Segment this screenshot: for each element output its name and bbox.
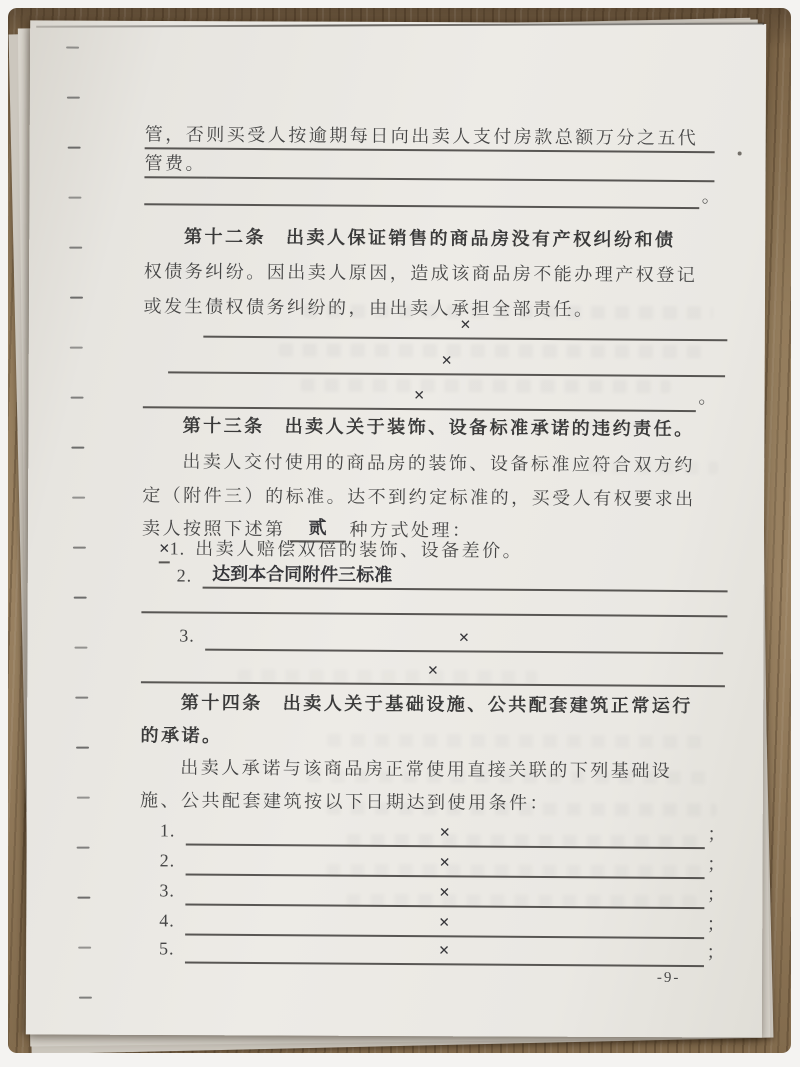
article14-heading-text: 出卖人关于基础设施、公共配套建筑正常运行: [282, 693, 693, 717]
article14-text-2: 出卖人承诺与该商品房正常使用直接关联的下列基础设: [180, 757, 673, 781]
article13-body-line3: [142, 481, 728, 512]
cross-out-mark: ×: [184, 937, 703, 968]
article13-text-4-prefix: 卖人按照下述第: [141, 518, 286, 540]
cross-out-mark: ×: [185, 849, 704, 880]
option1-number: 1.: [169, 538, 186, 559]
article12-heading-text: 出卖人保证销售的商品房没有产权纠纷和债: [285, 227, 676, 250]
item-number: 4.: [159, 910, 175, 931]
blank-underline: [141, 611, 727, 617]
blank-line-with-period: [144, 178, 722, 209]
semicolon: ；: [706, 914, 728, 935]
cross-out-mark: ×: [159, 536, 170, 563]
period: 。: [701, 186, 723, 207]
numbered-blank-line: [159, 906, 727, 937]
crossed-blank-line: [168, 344, 725, 375]
article12-body-line2: [144, 257, 726, 288]
semicolon: ；: [706, 884, 728, 905]
crossed-blank-line: [141, 654, 725, 685]
article14-body-line2: [180, 754, 726, 785]
numbered-blank-line: [159, 876, 727, 907]
cross-out-mark: ×: [185, 819, 704, 850]
cross-out-mark: ×: [143, 381, 696, 412]
article13-text-4-suffix: 种方式处理：: [349, 519, 473, 541]
item-number: 5.: [158, 938, 175, 959]
page-number: -9-: [656, 969, 681, 986]
article13-number: 第十三条: [182, 415, 265, 437]
handwritten-option2-answer: 达到本合同附件三标准: [202, 562, 728, 593]
article14-heading: [181, 689, 733, 720]
article12-heading: [184, 223, 726, 254]
article13-body-line2: [182, 448, 728, 479]
carryover-text-1: 管，否则买受人按逾期每日向出卖人支付房款总额万分之五代: [144, 124, 699, 149]
blank-underline: [144, 203, 699, 209]
cross-out-mark: ×: [185, 909, 704, 940]
option2-number: 2.: [176, 565, 193, 586]
crossed-blank-line: [203, 309, 727, 340]
article14-heading-line2: [140, 721, 726, 752]
article12-text-2: 权债务纠纷。因出卖人原因，造成该商品房不能办理产权登记: [143, 261, 698, 286]
carryover-line-2: [144, 151, 714, 182]
numbered-blank-line: [160, 816, 728, 847]
option3-number: 3.: [179, 625, 195, 646]
semicolon: ；: [707, 854, 728, 875]
article13-text-2: 出卖人交付使用的商品房的装饰、设备标准应符合双方约: [182, 451, 696, 476]
semicolon: ；: [706, 942, 728, 963]
article13-text-3: 定（附件三）的标准。达不到约定标准的，买受人有权要求出: [142, 485, 696, 510]
article14-text-3: 施、公共配套建筑按以下日期达到使用条件：: [140, 790, 551, 814]
numbered-blank-line: [160, 846, 728, 877]
article14-heading-text-2: 的承诺。: [140, 725, 223, 746]
article13-heading-text: 出卖人关于装饰、设备标准承诺的违约责任。: [284, 416, 695, 440]
carryover-text-2: 管费。: [144, 151, 206, 178]
cross-out-mark: ×: [203, 311, 727, 342]
blank-underline-line: [141, 586, 727, 617]
item-number: 1.: [159, 820, 176, 841]
item-number: 2.: [159, 850, 176, 871]
numbered-blank-line: [159, 934, 727, 965]
contract-page: [26, 20, 766, 1037]
cross-out-mark: ×: [168, 346, 725, 377]
article14-body-line3: [140, 786, 726, 817]
cross-out-mark: ×: [205, 624, 724, 655]
article14-number: 第十四条: [180, 692, 263, 714]
article13-option1: [159, 534, 728, 565]
article12-number: 第十二条: [183, 226, 267, 248]
photo-background-wood-table: [8, 8, 791, 1053]
article13-heading: [183, 412, 729, 443]
article12-text-3: 或发生债权债务纠纷的，由出卖人承担全部责任。: [143, 296, 595, 320]
page-content: [24, 19, 767, 1038]
carryover-line-1: [145, 120, 715, 153]
option1-text: 出卖人赔偿双倍的装饰、设备差价。: [195, 538, 524, 561]
item-number: 3.: [159, 880, 176, 901]
cross-out-mark: ×: [141, 656, 725, 687]
period: 。: [698, 387, 719, 408]
article13-option3: [179, 621, 723, 652]
cross-out-mark: ×: [185, 879, 704, 910]
semicolon: ；: [707, 824, 728, 845]
handwritten-option-number: 贰: [289, 515, 345, 542]
crossed-blank-line: [143, 379, 719, 410]
